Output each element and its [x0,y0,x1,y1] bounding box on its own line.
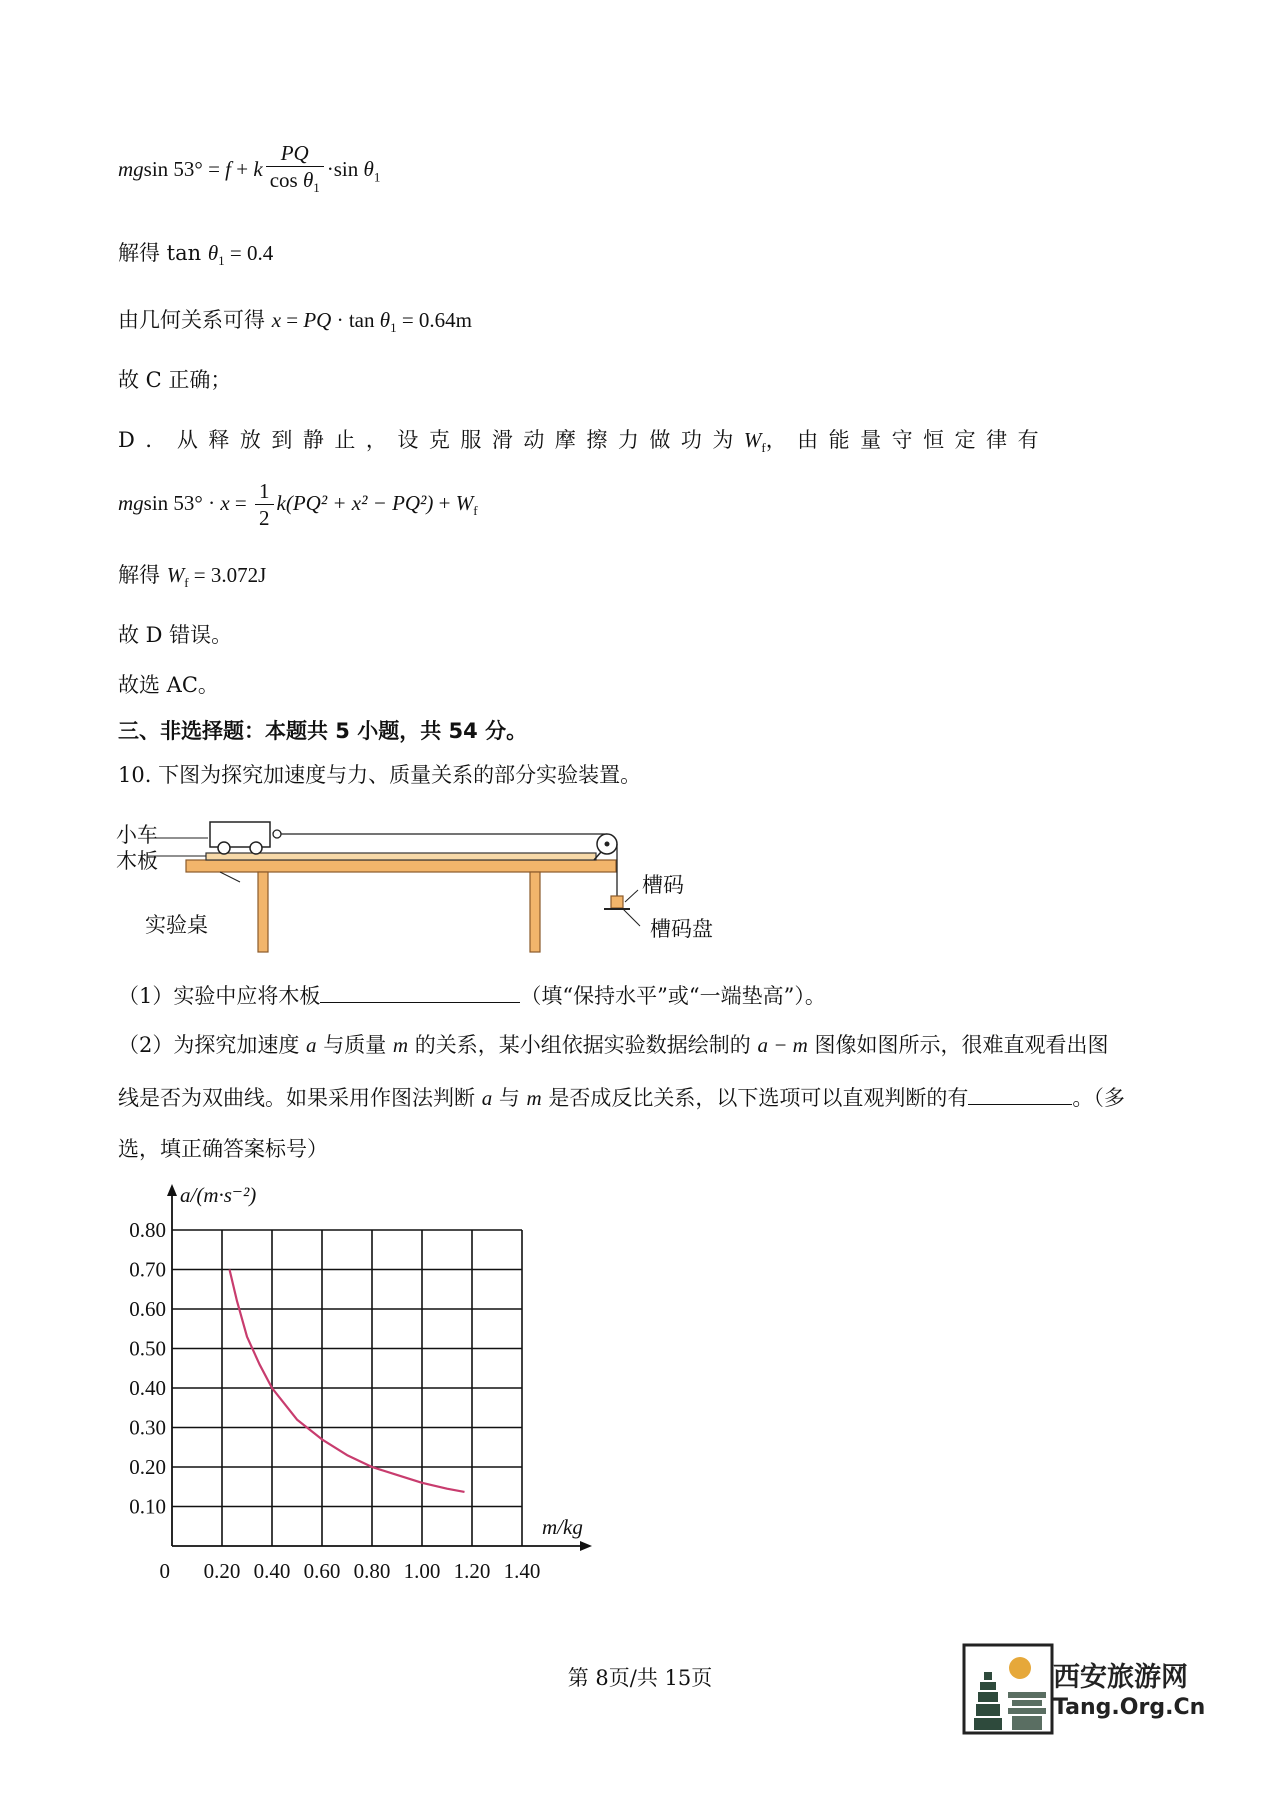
y-tick-label: 0.70 [129,1257,166,1282]
table-leg-left [258,872,268,952]
line-wf-result: 解得 $W_f = 3.072J$ [118,563,267,591]
origin-label: 0 [159,1559,170,1580]
watermark-cn: 西安旅游网 [1053,1662,1188,1693]
x-axis-arrow [580,1541,592,1551]
line-geometry: 由几何关系可得 x = PQ · $\tan \theta_1 = 0.64m$ [118,308,473,336]
x-tick-label: 0.20 [203,1559,241,1580]
label-board: 木板 [116,849,158,873]
page-footer: 第 8页/共 15页 [567,1666,713,1690]
label-weight: 槽码 [642,873,684,897]
chart-series [230,1270,465,1492]
hanging-weight [611,896,623,908]
chart-axes [167,1184,592,1551]
line-d-wrong: 故 D 错误。 [118,623,233,647]
equation-force-balance: mgsin 53° = f + k $\frac{PQ}{\cos \theta_1}$ ·sin $\theta_1$ [118,140,380,201]
watermark-en: Tang.Org.Cn [1053,1695,1206,1720]
question-10-stem: 10. 下图为探究加速度与力、质量关系的部分实验装置。 [118,763,642,787]
question-10-part-2-line-3: 选，填正确答案标号） [118,1137,328,1161]
x-tick-label: 1.40 [503,1559,541,1580]
y-tick-label: 0.80 [129,1218,166,1242]
x-axis-label: m/kg [542,1515,583,1539]
line-c-correct: 故 C 正确； [118,368,232,392]
question-10-part-2-line-1: （2）为探究加速度 a 与质量 m 的关系，某小组依据实验数据绘制的 a − m 图像如图所示，很难直观看出图 [118,1033,1109,1057]
section-heading: 三、非选择题：本题共 5 小题，共 54 分。 [118,719,528,743]
chart-tick-labels [129,1218,540,1580]
y-axis-label: a/(m·s⁻²) [180,1183,257,1207]
label-pan: 槽码盘 [650,917,713,941]
question-10-part-1: （1）实验中应将木板 （填“保持水平”或“一端垫高”）。 [118,980,826,1011]
pagoda-icon [974,1672,1002,1730]
y-tick-label: 0.50 [129,1336,166,1361]
question-10-part-2-line-2: 线是否为双曲线。如果采用作图法判断 a 与 m 是否成反比关系，以下选项可以直观判断的有 。（多 [118,1082,1125,1113]
fraction-half: $\frac{1}{2}$ [255,478,274,531]
x-tick-label: 0.60 [303,1559,341,1580]
answer-blank-2[interactable] [968,1082,1072,1105]
y-axis-arrow [167,1184,177,1196]
x-tick-label: 0.40 [253,1559,291,1580]
equation-energy: mgsin 53° · x = $\frac{1}{2}$ $k(PQ^2 + x^2 - PQ^2) + W_f$ [118,479,478,530]
pulley [594,834,617,860]
y-tick-label: 0.10 [129,1494,166,1519]
y-tick-label: 0.20 [129,1455,166,1479]
chart-grid [172,1230,522,1546]
building-icon [1008,1692,1046,1730]
cart [210,822,281,854]
a-m-chart [100,1170,620,1580]
line-option-d: D．从释放到静止，设克服滑动摩擦力做功为$W_f$，由能量守恒定律有 [118,428,1050,456]
answer-blank-1[interactable] [320,980,520,1003]
x-tick-label: 1.20 [453,1559,491,1580]
x-tick-label: 0.80 [353,1559,391,1580]
sun-icon [1009,1657,1031,1679]
y-tick-label: 0.30 [129,1415,166,1440]
y-tick-label: 0.40 [129,1376,166,1400]
table-top [186,860,616,872]
series-line-a-m [230,1270,465,1492]
fraction-pq-cos: $\frac{PQ}{\cos \theta_1}$ [266,140,324,201]
line-answer-ac: 故选 AC。 [118,673,219,697]
wooden-board [206,853,596,860]
x-tick-label: 1.00 [403,1559,441,1580]
label-cart: 小车 [116,823,158,847]
table-leg-right [530,872,540,952]
label-table: 实验桌 [145,913,208,937]
y-tick-label: 0.60 [129,1297,166,1321]
line-tan-result: 解得 $\tan \theta_1 = 0.4$ [118,241,274,269]
